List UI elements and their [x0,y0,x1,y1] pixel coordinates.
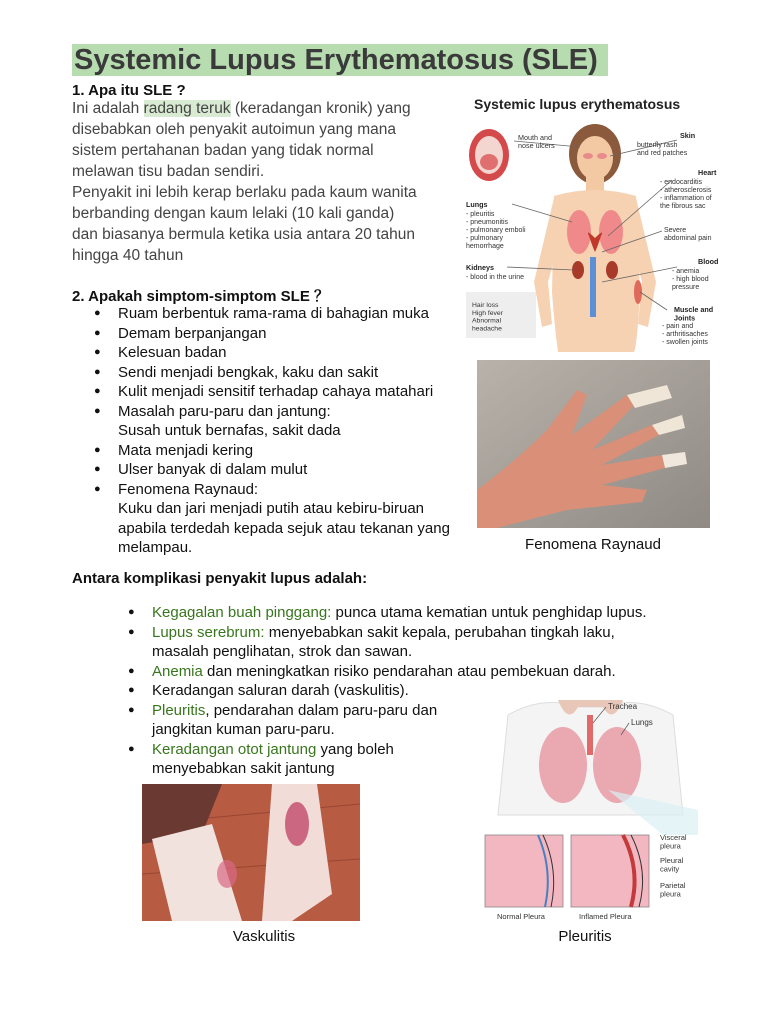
label-skin: butterfly rash and red patches [637,142,688,157]
list-item: ● Keradangan saluran darah (vaskulitis). [72,681,712,701]
label-blood: - anemia - high blood pressure [672,268,709,291]
caption-vaskulitis: Vaskulitis [232,928,296,945]
list-item: ● Kelesuan badan [72,343,472,363]
section1-line: disebabkan oleh penyakit autoimun yang mana [72,121,397,138]
section1-line: dan biasanya bermula ketika usia antara 20 tahun [72,226,415,243]
label-skin-heading: Skin [680,131,696,140]
body-figure [534,124,656,352]
section2-heading: 2. Apakah simptom-simptom SLE ？ [72,288,329,305]
label-muscle: - pain and - arthritisaches - swollen joints [662,323,708,346]
label-heart: - endocarditis - atherosclerosis - inflammation of the fibrous sac [660,179,712,210]
list-item: ● Lupus serebrum: menyebabkan sakit kepala, perubahan tingkah laku, masalah penglihatan, strok dan sawan. [72,623,712,662]
list-item: ● Demam berpanjangan [72,324,472,344]
section1-body [72,98,462,266]
symptom-list [72,304,472,558]
caption-pleuritis: Pleuritis [558,928,612,945]
list-item: ● Ulser banyak di dalam mulut [72,460,472,480]
list-item: ● Mata menjadi kering [72,441,472,461]
highlight-text: radang teruk [143,100,231,117]
caption-raynaud: Fenomena Raynaud [525,536,661,553]
label-abdominal: Severe abdominal pain [664,227,712,242]
label-lungs: Lungs [631,718,653,727]
infographic-title: Systemic lupus erythematosus [474,96,681,112]
label-lungs: - pleuritis - pneumonitis - pulmonary emboli - pulmonary hemorrhage [466,211,526,250]
page-title: Systemic Lupus Erythematosus (SLE) [72,44,608,76]
list-item: ● Ruam berbentuk rama-rama di bahagian muka [72,304,472,324]
list-item: ● Pleuritis, pendarahan dalam paru-paru dan jangkitan kuman paru-paru. [72,701,532,740]
label-inflamed-pleura: Inflamed Pleura [579,912,632,921]
label-muscle-heading: Muscle and Joints [674,305,714,323]
list-item: ● Anemia dan meningkatkan risiko pendarahan atau pembekuan darah. [72,662,712,682]
label-mouth-text: Mouth and nose ulcers [518,133,555,150]
label-mouth [518,133,555,150]
list-item: ● Masalah paru-paru dan jantung: Susah untuk bernafas, sakit dada [72,402,472,441]
mouth-icon [469,129,509,181]
section1-line: hingga 40 tahun [72,247,184,264]
label-kidneys-heading: Kidneys [466,263,494,272]
list-item: ● Sendi menjadi bengkak, kaku dan sakit [72,363,472,383]
section1-line: melawan tisu badan sendiri. [72,163,265,180]
vaskulitis-photo [142,784,360,921]
pleura-illustration [483,695,698,925]
label-visceral: Visceral pleura [660,833,687,851]
label-cavity: Pleural cavity [660,856,684,874]
section1-heading: 1. Apa itu SLE ? [72,82,186,99]
label-kidneys: - blood in the urine [466,274,524,281]
section1-line: Ini adalah radang teruk (keradangan kronik) yang [72,100,411,117]
sle-infographic [462,92,730,352]
list-item: ● Keradangan otot jantung yang boleh menyebabkan sakit jantung [72,740,532,779]
list-item: ● Kulit menjadi sensitif terhadap cahaya matahari [72,382,472,402]
section3-heading: Antara komplikasi penyakit lupus adalah: [72,570,368,587]
list-item: ● Kegagalan buah pinggang: punca utama kematian untuk penghidap lupus. [72,603,712,623]
label-box: Hair loss High fever Abnormal headache [472,302,503,333]
label-blood-heading: Blood [698,257,719,266]
section1-line: sistem pertahanan badan yang tidak normal [72,142,374,159]
raynaud-photo [477,360,710,528]
list-item: ● Fenomena Raynaud: Kuku dan jari menjadi putih atau kebiru-biruan apabila terdedah kepada sejuk atau tekanan yang melampau. [72,480,472,558]
label-lungs-heading: Lungs [466,200,488,209]
label-heart-heading: Heart [698,168,717,177]
section1-line: berbanding dengan kaum lelaki (10 kali ganda) [72,205,395,222]
section1-line: Penyakit ini lebih kerap berlaku pada kaum wanita [72,184,417,201]
label-parietal: Parietal pleura [660,881,686,899]
label-trachea: Trachea [608,702,638,711]
label-normal-pleura: Normal Pleura [497,912,545,921]
